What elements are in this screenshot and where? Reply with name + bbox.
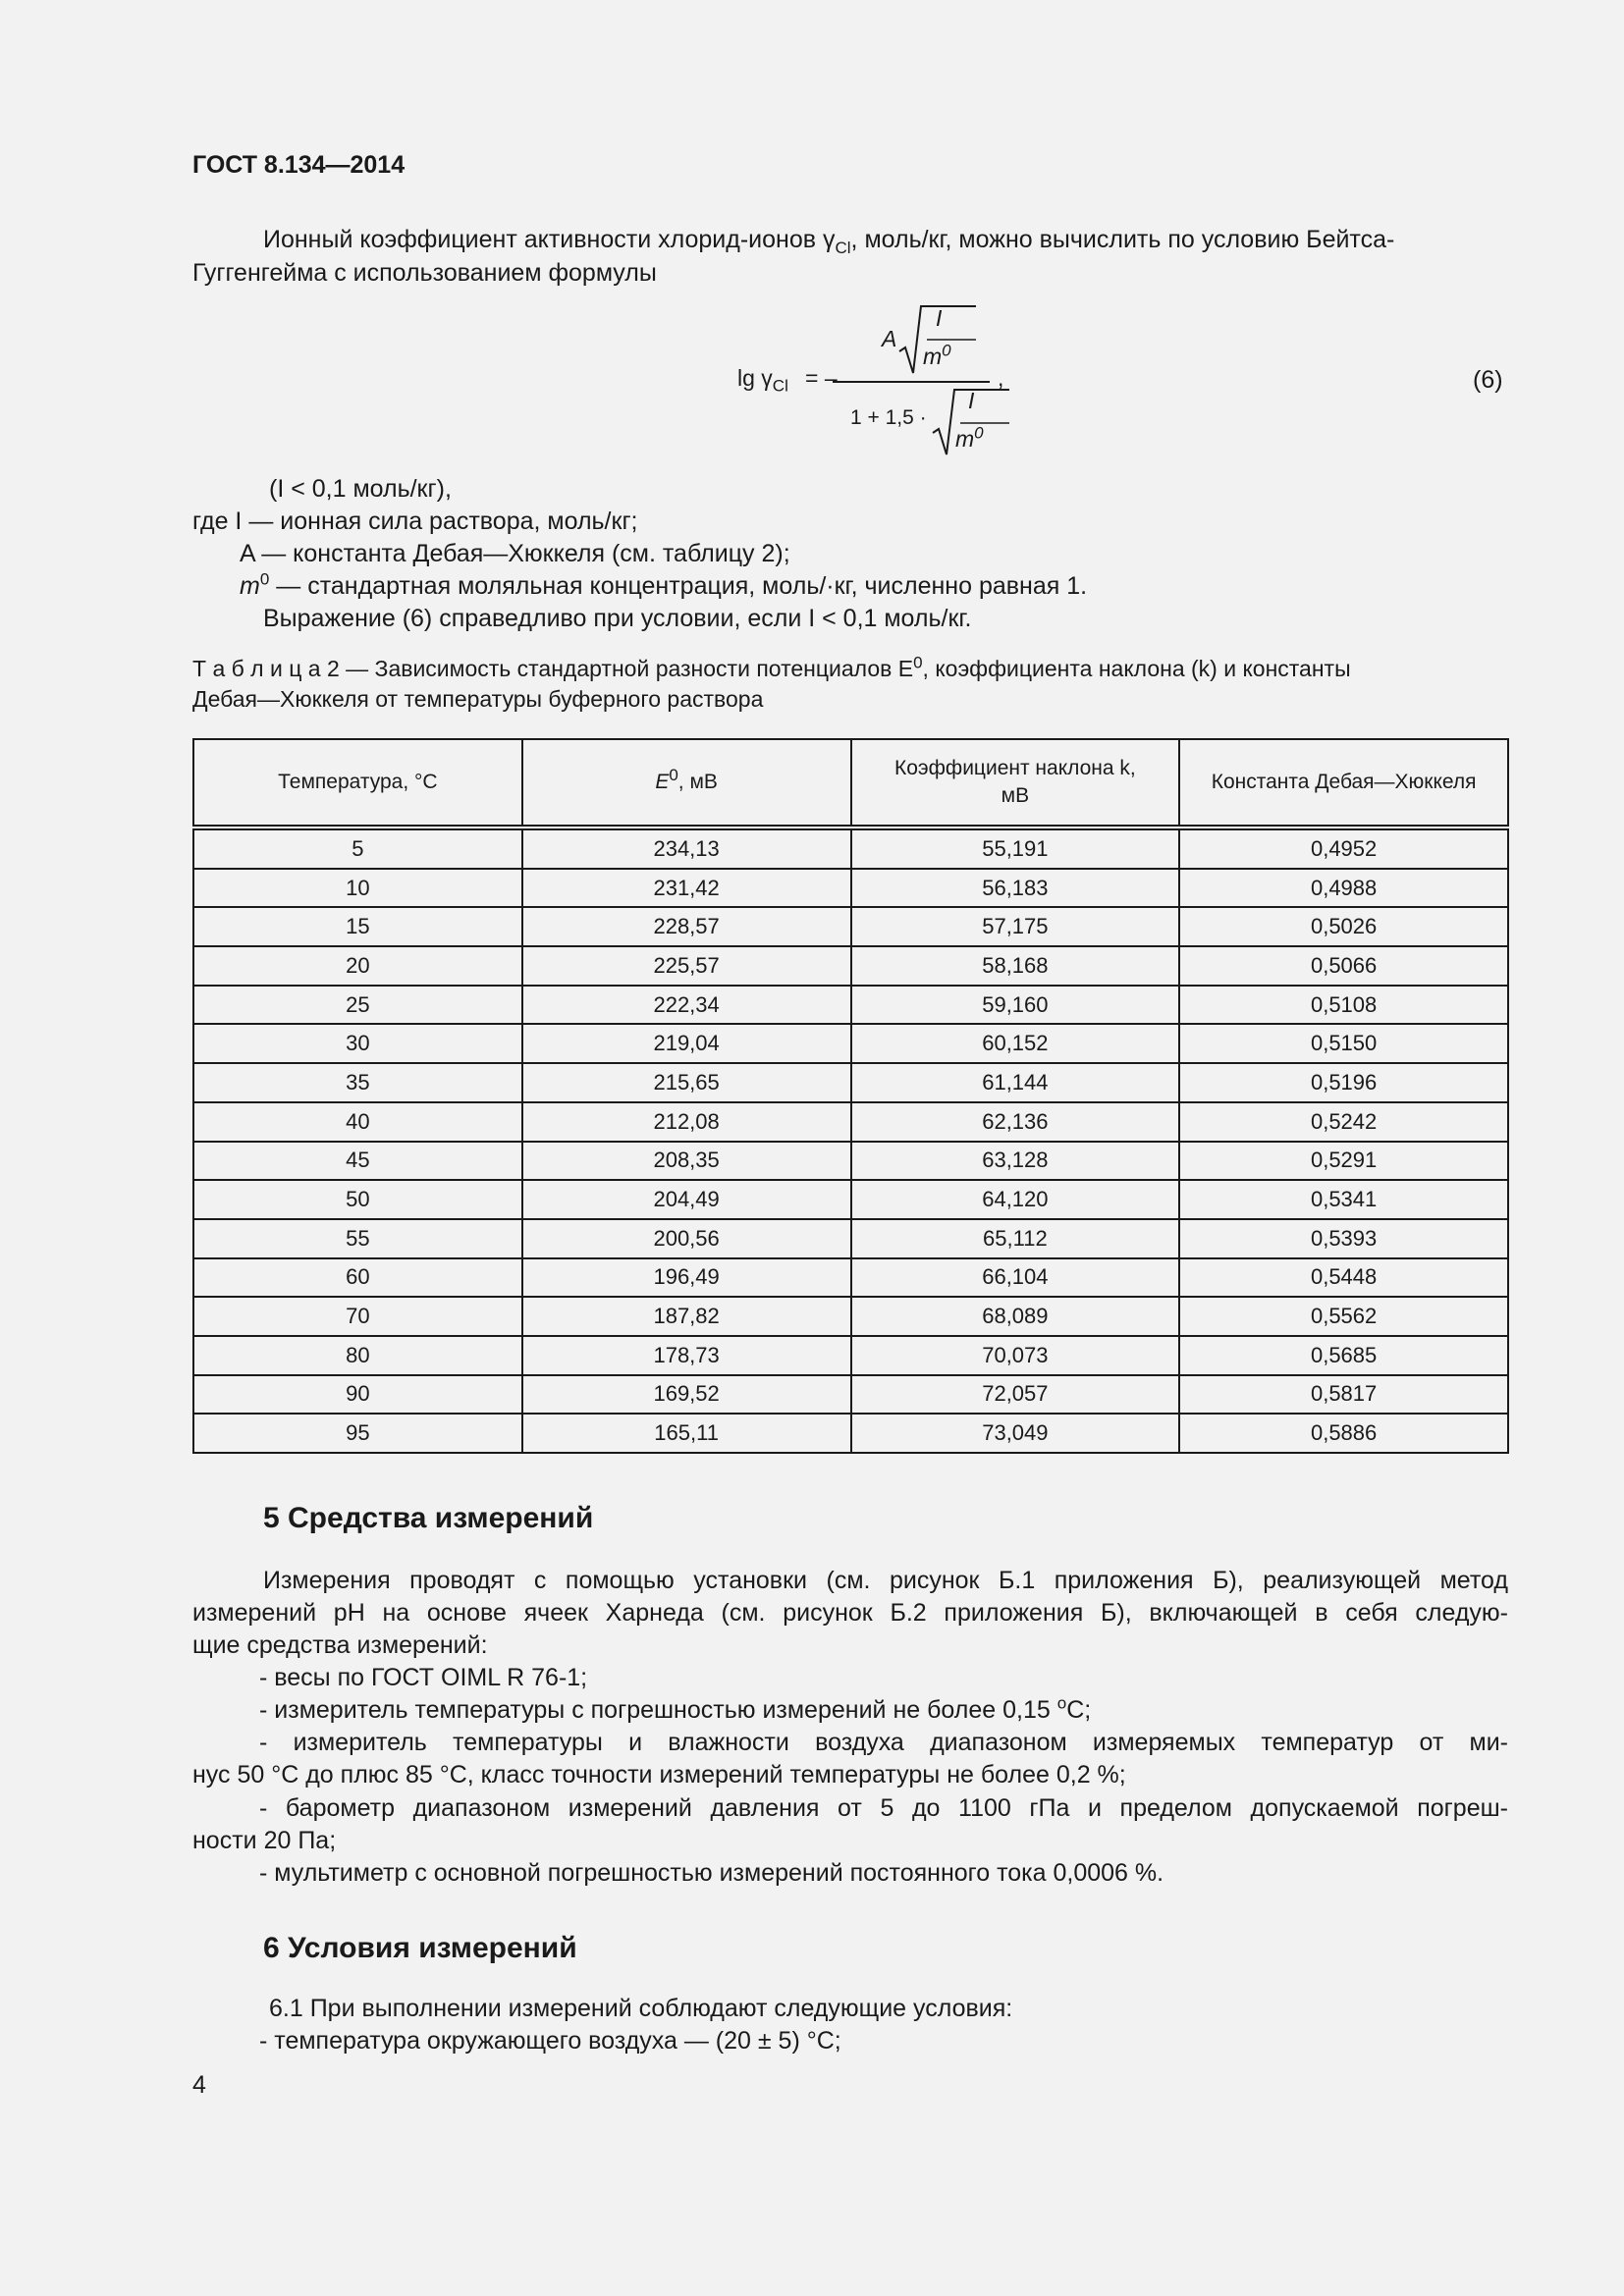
formula-den-prefix: 1 + 1,5 · bbox=[850, 406, 927, 429]
table-row bbox=[193, 1336, 1508, 1375]
equation-number: (6) bbox=[1473, 366, 1503, 394]
table-cell: 55,191 bbox=[851, 828, 1180, 869]
table-cell: 0,5291 bbox=[1179, 1142, 1508, 1181]
table-cell: 0,5108 bbox=[1179, 986, 1508, 1025]
formula-lhs: $\lg \gamma_{Cl}$ bbox=[737, 365, 788, 396]
section-6-item-temperature: - температура окружающего воздуха — (20 ± 5) °С; bbox=[259, 2027, 841, 2055]
table-row bbox=[193, 1102, 1508, 1142]
table-cell: 219,04 bbox=[522, 1024, 851, 1063]
formula-6 bbox=[734, 294, 1029, 471]
section-5-item-thermometer: - измеритель температуры с погрешностью измерений не более 0,15 $^o$С; bbox=[259, 1693, 1092, 1724]
formula-fraction-line bbox=[833, 381, 990, 383]
table-cell: 0,4952 bbox=[1179, 828, 1508, 869]
section-5-item-multimeter: - мультиметр с основной погрешностью измерений постоянного тока 0,0006 %. bbox=[259, 1859, 1164, 1887]
table-row bbox=[193, 1219, 1508, 1258]
page-number: 4 bbox=[192, 2071, 206, 2099]
table-cell: 10 bbox=[193, 869, 522, 908]
data-table bbox=[192, 738, 1509, 1454]
table-cell: 200,56 bbox=[522, 1219, 851, 1258]
table-cell: 80 bbox=[193, 1336, 522, 1375]
table-cell: 5 bbox=[193, 828, 522, 869]
table-cell: 70 bbox=[193, 1297, 522, 1336]
table-cell: 0,5685 bbox=[1179, 1336, 1508, 1375]
intro-paragraph-line2: Гуггенгейма с использованием формулы bbox=[192, 259, 657, 287]
table-cell: 63,128 bbox=[851, 1142, 1180, 1181]
table-cell: 225,57 bbox=[522, 946, 851, 986]
table-row bbox=[193, 907, 1508, 946]
table-cell: 0,5066 bbox=[1179, 946, 1508, 986]
table-row bbox=[193, 1258, 1508, 1298]
table-cell: 178,73 bbox=[522, 1336, 851, 1375]
table-cell: 0,5026 bbox=[1179, 907, 1508, 946]
table-cell: 228,57 bbox=[522, 907, 851, 946]
table-cell: 222,34 bbox=[522, 986, 851, 1025]
table-cell: 0,5817 bbox=[1179, 1375, 1508, 1415]
table-row bbox=[193, 828, 1508, 869]
table-cell: 231,42 bbox=[522, 869, 851, 908]
formula-condition: (I < 0,1 моль/кг), bbox=[269, 475, 452, 503]
table-cell: 208,35 bbox=[522, 1142, 851, 1181]
table-row bbox=[193, 1414, 1508, 1453]
table-row bbox=[193, 1024, 1508, 1063]
table-cell: 0,5242 bbox=[1179, 1102, 1508, 1142]
table-cell: 25 bbox=[193, 986, 522, 1025]
section-5-title: 5 Средства измерений bbox=[263, 1502, 594, 1534]
table-header-row bbox=[193, 739, 1508, 828]
table-cell: 60 bbox=[193, 1258, 522, 1298]
col-header-e0: $E^0$, мВ bbox=[522, 739, 851, 828]
document-header: ГОСТ 8.134—2014 bbox=[192, 151, 406, 179]
formula-comma: , bbox=[998, 365, 1004, 391]
section-5-item-barometer-line1: - барометр диапазоном измерений давления от 5 до 1100 гПа и пределом допускаемой погреш- bbox=[259, 1794, 1508, 1822]
table-row bbox=[193, 946, 1508, 986]
table-cell: 0,5562 bbox=[1179, 1297, 1508, 1336]
table-cell: 0,5150 bbox=[1179, 1024, 1508, 1063]
section-6-title: 6 Условия измерений bbox=[263, 1932, 577, 1964]
table-cell: 234,13 bbox=[522, 828, 851, 869]
table-row bbox=[193, 1375, 1508, 1415]
table-cell: 65,112 bbox=[851, 1219, 1180, 1258]
table-cell: 0,4988 bbox=[1179, 869, 1508, 908]
table-row bbox=[193, 1180, 1508, 1219]
col-header-temperature: Температура, °С bbox=[193, 739, 522, 828]
table-cell: 40 bbox=[193, 1102, 522, 1142]
col-header-debye-huckel: Константа Дебая—Хюккеля bbox=[1179, 739, 1508, 828]
table-row bbox=[193, 1142, 1508, 1181]
table-caption-line1: Т а б л и ц а 2 — Зависимость стандартной разности потенциалов $E^0$, коэффициента наклона (k) и константы bbox=[192, 653, 1351, 681]
section-5-item-barometer-line2: ности 20 Па; bbox=[192, 1827, 337, 1854]
section-5-paragraph-line1: Измерения проводят с помощью установки (см. рисунок Б.1 приложения Б), реализующей метод bbox=[263, 1567, 1508, 1594]
table-row bbox=[193, 1063, 1508, 1102]
table-cell: 68,089 bbox=[851, 1297, 1180, 1336]
table-cell: 45 bbox=[193, 1142, 522, 1181]
section-5-item-hygrometer-line1: - измеритель температуры и влажности воздуха диапазоном измеряемых температур от ми- bbox=[259, 1729, 1508, 1756]
intro-paragraph-line1: Ионный коэффициент активности хлорид-ионов $\gamma_{Cl}$, моль/кг, можно вычислить по условию Бейтса- bbox=[263, 226, 1395, 257]
table-cell: 187,82 bbox=[522, 1297, 851, 1336]
table-cell: 70,073 bbox=[851, 1336, 1180, 1375]
table-cell: 165,11 bbox=[522, 1414, 851, 1453]
table-cell: 64,120 bbox=[851, 1180, 1180, 1219]
table-cell: 0,5393 bbox=[1179, 1219, 1508, 1258]
formula-eq: = – bbox=[805, 365, 838, 391]
table-cell: 35 bbox=[193, 1063, 522, 1102]
table-row bbox=[193, 986, 1508, 1025]
table-cell: 72,057 bbox=[851, 1375, 1180, 1415]
table-cell: 90 bbox=[193, 1375, 522, 1415]
table-cell: 62,136 bbox=[851, 1102, 1180, 1142]
section-5-item-hygrometer-line2: нус 50 °С до плюс 85 °С, класс точности измерений температуры не более 0,2 %; bbox=[192, 1761, 1126, 1789]
table-cell: 55 bbox=[193, 1219, 522, 1258]
table-row bbox=[193, 1297, 1508, 1336]
expression-validity: Выражение (6) справедливо при условии, если I < 0,1 моль/кг. bbox=[263, 605, 972, 632]
table-cell: 212,08 bbox=[522, 1102, 851, 1142]
formula-den-m: $m^0$ bbox=[955, 423, 984, 452]
table-cell: 0,5341 bbox=[1179, 1180, 1508, 1219]
table-cell: 0,5886 bbox=[1179, 1414, 1508, 1453]
table-cell: 20 bbox=[193, 946, 522, 986]
table-cell: 204,49 bbox=[522, 1180, 851, 1219]
section-5-paragraph-line2: измерений рН на основе ячеек Харнеда (см. рисунок Б.2 приложения Б), включающей в себя следую- bbox=[192, 1599, 1508, 1627]
where-i: где I — ионная сила раствора, моль/кг; bbox=[192, 507, 638, 535]
formula-den-i: I bbox=[968, 388, 975, 413]
table-cell: 66,104 bbox=[851, 1258, 1180, 1298]
table-cell: 0,5448 bbox=[1179, 1258, 1508, 1298]
table-cell: 95 bbox=[193, 1414, 522, 1453]
formula-num-m: $m^0$ bbox=[923, 341, 951, 369]
table-cell: 60,152 bbox=[851, 1024, 1180, 1063]
section-6-paragraph: 6.1 При выполнении измерений соблюдают следующие условия: bbox=[269, 1995, 1013, 2022]
where-a: A — константа Дебая—Хюккеля (см. таблицу 2); bbox=[240, 540, 790, 567]
formula-num-i: I bbox=[936, 305, 943, 331]
section-5-item-scales: - весы по ГОСТ OIML R 76-1; bbox=[259, 1664, 588, 1691]
table-cell: 57,175 bbox=[851, 907, 1180, 946]
table-cell: 58,168 bbox=[851, 946, 1180, 986]
table-cell: 59,160 bbox=[851, 986, 1180, 1025]
table-row bbox=[193, 869, 1508, 908]
table-cell: 169,52 bbox=[522, 1375, 851, 1415]
section-5-paragraph-line3: щие средства измерений: bbox=[192, 1631, 488, 1659]
formula-a: A bbox=[882, 326, 897, 351]
table-cell: 196,49 bbox=[522, 1258, 851, 1298]
table-cell: 15 bbox=[193, 907, 522, 946]
table-cell: 30 bbox=[193, 1024, 522, 1063]
where-m: $m^0$ — стандартная моляльная концентрация, моль/·кг, численно равная 1. bbox=[240, 569, 1088, 600]
table-caption-line2: Дебая—Хюккеля от температуры буферного раствора bbox=[192, 686, 764, 712]
table-cell: 61,144 bbox=[851, 1063, 1180, 1102]
table-cell: 215,65 bbox=[522, 1063, 851, 1102]
col-header-slope: Коэффициент наклона k, мВ bbox=[851, 739, 1180, 828]
table-cell: 0,5196 bbox=[1179, 1063, 1508, 1102]
table-cell: 73,049 bbox=[851, 1414, 1180, 1453]
table-cell: 50 bbox=[193, 1180, 522, 1219]
table-cell: 56,183 bbox=[851, 869, 1180, 908]
